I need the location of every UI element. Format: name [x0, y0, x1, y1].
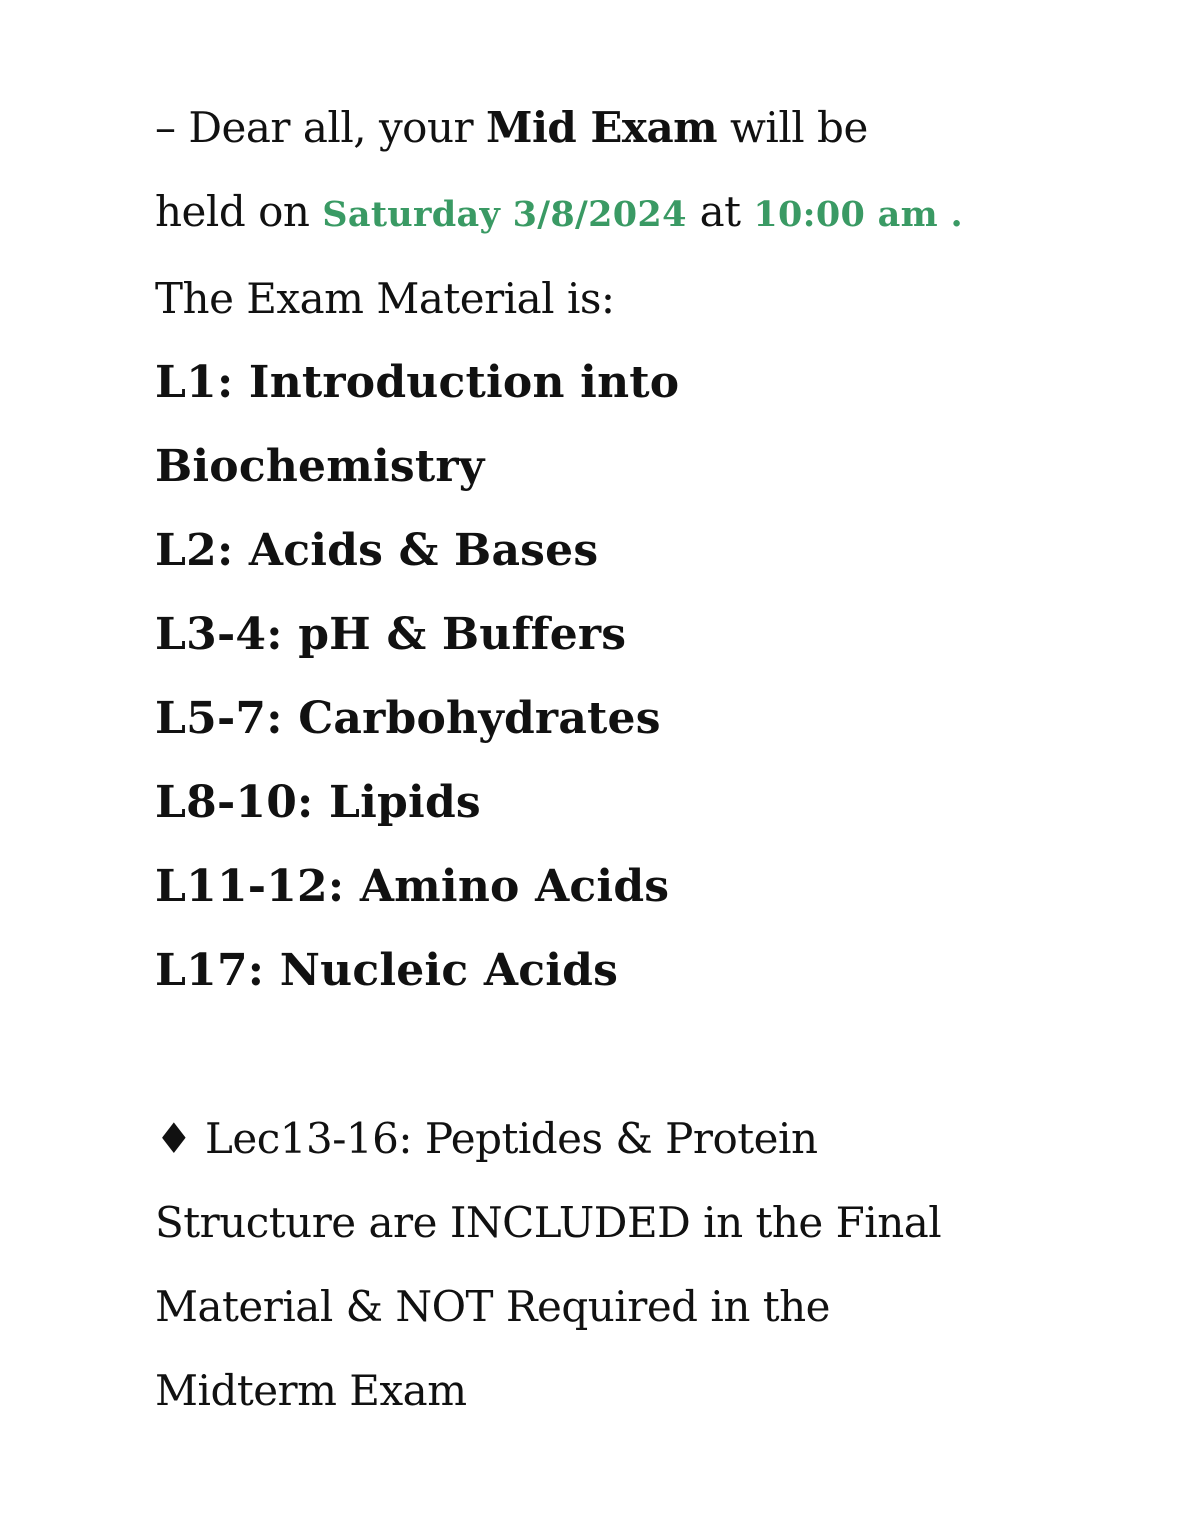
- topic-item: L17: Nucleic Acids: [155, 945, 619, 996]
- schedule-middle: at: [686, 187, 754, 236]
- exam-date: Saturday 3/8/2024: [322, 194, 687, 235]
- exam-time: 10:00 am .: [753, 194, 963, 235]
- exam-name: Mid Exam: [485, 103, 718, 152]
- topic-item: L1: Introduction into: [155, 357, 680, 408]
- intro-prefix: – Dear all, your: [155, 103, 486, 152]
- topic-item: L8-10: Lipids: [155, 777, 481, 828]
- section-gap: [155, 1013, 1085, 1097]
- topic-item: L11-12: Amino Acids: [155, 861, 670, 912]
- note-line: Structure are INCLUDED in the Final: [155, 1198, 942, 1247]
- material-heading: The Exam Material is:: [155, 274, 615, 323]
- schedule-prefix: held on: [155, 187, 323, 236]
- topic-item: Biochemistry: [155, 441, 485, 492]
- intro-line: [155, 86, 1085, 170]
- topic-list: [155, 341, 1085, 1013]
- topic-item: L2: Acids & Bases: [155, 525, 599, 576]
- topic-item: L3-4: pH & Buffers: [155, 609, 627, 660]
- note-line: ♦ Lec13-16: Peptides & Protein: [155, 1114, 818, 1163]
- exam-announcement: [155, 86, 1085, 1433]
- intro-suffix: will be: [717, 103, 868, 152]
- topic-item: L5-7: Carbohydrates: [155, 693, 661, 744]
- schedule-line: [155, 170, 1085, 257]
- exclusion-note: [155, 1097, 1085, 1433]
- note-line: Midterm Exam: [155, 1366, 467, 1415]
- note-line: Material & NOT Required in the: [155, 1282, 831, 1331]
